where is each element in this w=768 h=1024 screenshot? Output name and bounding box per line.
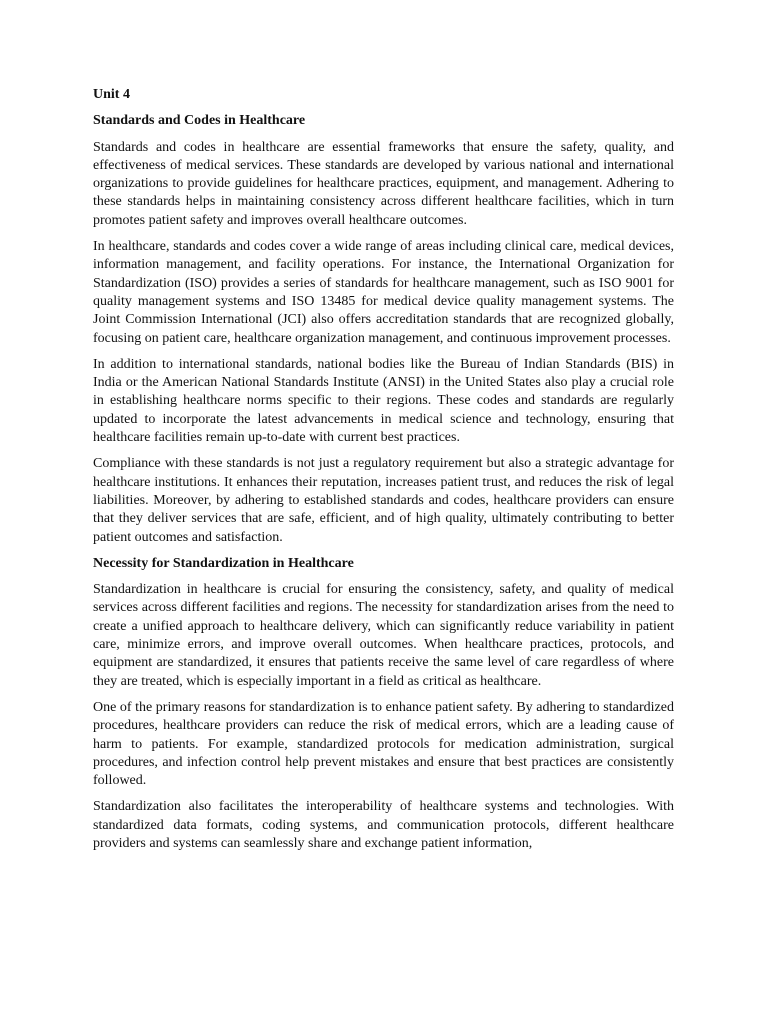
- paragraph: Standards and codes in healthcare are essential frameworks that ensure the safety, quality, and effectiveness of medical services. These standards are developed by various national and international organizations to provide guidelines for healthcare practices, equipment, and management. Adhering to these standards helps in maintaining consistency across different healthcare facilities, which in turn promotes patient safety and improves overall healthcare outcomes.: [93, 139, 674, 228]
- section-heading-standards-and-codes: Standards and Codes in Healthcare: [93, 113, 306, 129]
- paragraph: Standardization in healthcare is crucial for ensuring the consistency, safety, and quality of medical services across different facilities and regions. The necessity for standardization arises from the need to create a unified approach to healthcare delivery, which can significantly reduce variability in patient care, minimize errors, and improve overall outcomes. When healthcare practices, protocols, and equipment are standardized, it ensures that patients receive the same level of care regardless of where they are treated, which is especially important in a field as critical as healthcare.: [93, 582, 674, 689]
- section-heading-necessity-for-standardization: Necessity for Standardization in Healthcare: [93, 555, 354, 571]
- paragraph: In healthcare, standards and codes cover a wide range of areas including clinical care, medical devices, information management, and facility operations. For instance, the International Organization for Standardization (ISO) provides a series of standards for healthcare management, such as ISO 9001 for quality management systems and ISO 13485 for medical device quality management systems. The Joint Commission International (JCI) also offers accreditation standards that are recognized globally, focusing on patient care, healthcare organization management, and continuous improvement processes.: [93, 239, 674, 346]
- document-page: [93, 86, 674, 861]
- unit-title: Unit 4: [93, 87, 130, 102]
- paragraph: Standardization also facilitates the interoperability of healthcare systems and technologies. With standardized data formats, coding systems, and communication protocols, different healthcare providers and systems can seamlessly share and exchange patient information,: [93, 799, 674, 851]
- paragraph: One of the primary reasons for standardization is to enhance patient safety. By adhering to standardized procedures, healthcare providers can reduce the risk of medical errors, which are a leading cause of harm to patients. For example, standardized protocols for medication administration, surgical procedures, and infection control help prevent mistakes and ensure that best practices are consistently followed.: [93, 699, 674, 789]
- paragraph: In addition to international standards, national bodies like the Bureau of Indian Standards (BIS) in India or the American National Standards Institute (ANSI) in the United States also play a crucial role in establishing healthcare norms specific to their regions. These codes and standards are regularly updated to incorporate the latest advancements in medical science and technology, ensuring that healthcare facilities remain up-to-date with current best practices.: [93, 356, 674, 446]
- paragraph: Compliance with these standards is not just a regulatory requirement but also a strategic advantage for healthcare institutions. It enhances their reputation, increases patient trust, and reduces the risk of legal liabilities. Moreover, by adhering to established standards and codes, healthcare providers can ensure that they deliver services that are safe, efficient, and of high quality, ultimately contributing to better patient outcomes and satisfaction.: [93, 456, 674, 545]
